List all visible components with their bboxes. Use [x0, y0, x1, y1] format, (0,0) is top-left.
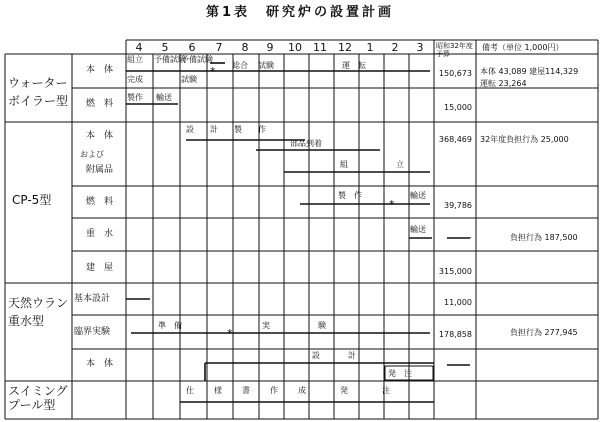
item-nu-design: 基本設計 — [74, 294, 111, 304]
act-cp5-assembly: 組 立 — [340, 160, 410, 169]
group-water-boiler: ウォーター ボイラー型 — [8, 76, 69, 108]
budget-header: 昭和32年度予算 — [436, 42, 473, 59]
remark-wb-body-1: 本体 43,089 建屋114,329 — [480, 67, 579, 76]
item-wb-fuel: 燃 料 — [86, 99, 114, 109]
item-cp5-building: 建 屋 — [86, 263, 114, 273]
act-wb-trial: 試験 — [258, 61, 274, 70]
item-cp5-heavy-water: 重 水 — [86, 229, 114, 239]
cost-cp5-heavy-water: — — [464, 233, 472, 242]
remark-nu-critical: 負担行為 277,945 — [510, 328, 578, 337]
act-cp5-fuel-ship: 輸送 — [410, 191, 426, 200]
month-6: 6 — [188, 41, 196, 54]
month-8: 8 — [241, 41, 249, 54]
group-swimming-pool: スイミング プール型 — [8, 384, 68, 413]
remark-cp5-heavy-water: 負担行為 187,500 — [510, 233, 578, 242]
act-cp5-hw-ship: 輸送 — [410, 225, 426, 234]
month-2: 2 — [391, 41, 399, 54]
act-nu-body-design: 設 計 — [312, 351, 360, 360]
page-title: 第1表 研究炉の設置計画 — [205, 5, 395, 20]
item-cp5-body: 本 体 — [86, 131, 114, 141]
act-cp5-design: 設 計 製 作 — [186, 125, 270, 134]
act-wb-preliminary-2: 予備試験 — [181, 55, 213, 64]
month-9: 9 — [266, 41, 274, 54]
group-cp5: CP-5型 — [12, 193, 52, 207]
svg-text:*: * — [389, 198, 395, 211]
act-sp-order: 発 注 — [340, 386, 396, 395]
item-wb-body: 本 体 — [86, 65, 114, 75]
act-wb-overall: 総合 — [232, 61, 248, 70]
item-cp5-body-sub: および — [80, 150, 104, 159]
group-natural-uranium: 天然ウラン 重水型 — [8, 296, 69, 328]
act-cp5-arrive: 部品到着 — [290, 139, 322, 148]
act-nu-order: 発 注 — [388, 369, 412, 378]
act-wb-test: 試験 — [181, 75, 197, 84]
act-wb-fuel-ship: 輸送 — [156, 93, 172, 102]
act-sp-spec: 仕 様 書 作 成 — [186, 386, 312, 395]
cost-cp5-fuel: 39,786 — [444, 201, 472, 210]
act-nu-prep: 準 備 — [158, 321, 182, 330]
month-11: 11 — [313, 41, 327, 54]
item-nu-body: 本 体 — [86, 359, 114, 369]
month-3: 3 — [416, 41, 424, 54]
month-1: 1 — [366, 41, 374, 54]
item-cp5-fuel: 燃 料 — [86, 197, 114, 207]
month-7: 7 — [215, 41, 223, 54]
act-wb-assembly: 組立 — [127, 55, 143, 64]
cost-wb-body: 150,673 — [438, 69, 472, 78]
remark-cp5-body: 32年度負担行為 25,000 — [480, 135, 569, 144]
month-12: 12 — [338, 41, 352, 54]
item-nu-critical: 臨界実験 — [74, 327, 111, 337]
act-wb-operation: 運 転 — [342, 61, 366, 70]
act-nu-experiment: 実 験 — [262, 321, 332, 330]
act-wb-fuel-make: 製作 — [127, 93, 143, 102]
cost-nu-critical: 178,858 — [438, 330, 472, 339]
act-cp5-fuel-make: 製 作 — [338, 191, 362, 200]
cost-nu-design: 11,000 — [444, 298, 472, 307]
cost-cp5-body: 368,469 — [438, 135, 472, 144]
month-5: 5 — [161, 41, 169, 54]
cost-wb-fuel: 15,000 — [444, 103, 472, 112]
cost-cp5-building: 315,000 — [438, 267, 472, 276]
svg-text:*: * — [210, 65, 216, 78]
remark-wb-body-2: 運転 23,264 — [480, 79, 527, 88]
svg-text:*: * — [227, 327, 233, 340]
month-4: 4 — [135, 41, 143, 54]
month-10: 10 — [288, 41, 302, 54]
milestone-stars — [210, 65, 395, 340]
act-wb-complete: 完成 — [127, 75, 143, 84]
remarks-header: 備考（単位 1,000円） — [482, 43, 564, 52]
item-cp5-parts: 附属品 — [86, 165, 114, 175]
act-wb-preliminary: 予備試験 — [154, 55, 186, 64]
